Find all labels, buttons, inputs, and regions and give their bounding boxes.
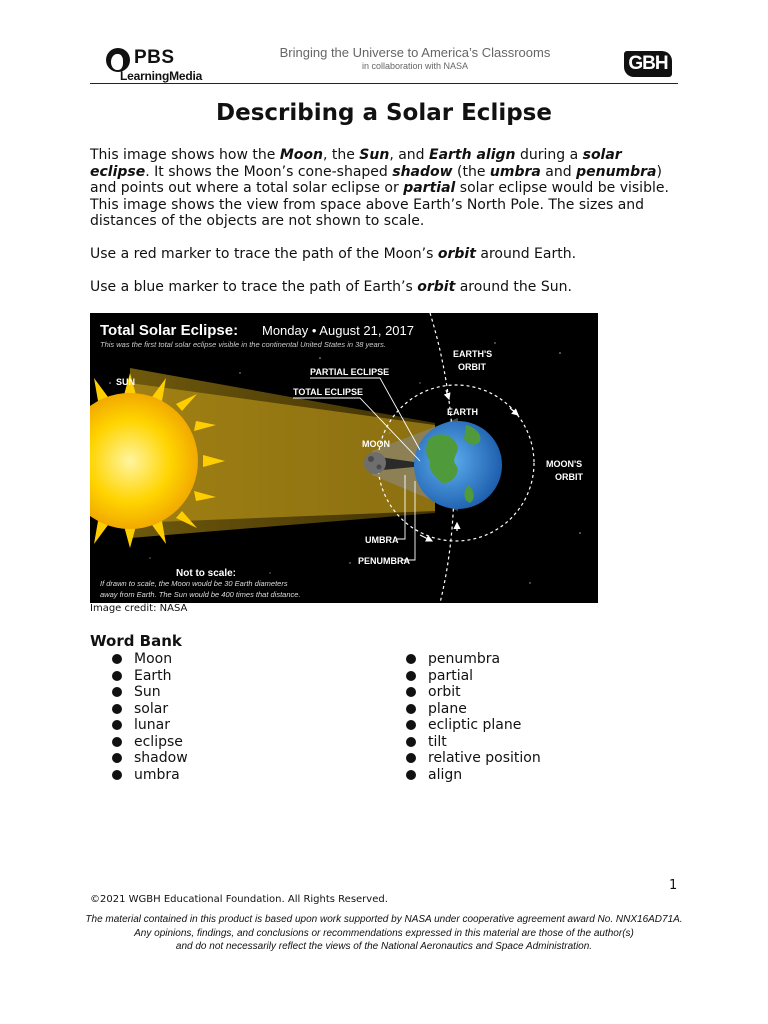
figure-heading: Total Solar Eclipse: (100, 322, 239, 339)
list-item: align (406, 767, 541, 784)
logo-subtitle: LearningMedia (120, 69, 203, 83)
label-partial-eclipse: PARTIAL ECLIPSE (310, 367, 390, 377)
word-bank-title: Word Bank (90, 632, 182, 650)
bullet-icon (112, 671, 122, 681)
header-divider (90, 83, 678, 84)
bullet-icon (406, 704, 416, 714)
bullet-icon (112, 654, 122, 664)
list-item: tilt (406, 734, 541, 751)
bullet-icon (406, 720, 416, 730)
figure-subheading: This was the first total solar eclipse visible in the continental United States in 38 years. (100, 340, 386, 349)
list-item: partial (406, 668, 541, 685)
list-item: Sun (112, 684, 188, 701)
moon (364, 452, 386, 474)
bullet-icon (406, 737, 416, 747)
gbh-logo: GBH (624, 51, 672, 77)
label-moons-orbit-line2: ORBIT (555, 472, 583, 482)
list-item: plane (406, 701, 541, 718)
list-item: orbit (406, 684, 541, 701)
page-header (90, 44, 678, 84)
not-to-scale-heading: Not to scale: (176, 568, 237, 579)
bullet-icon (112, 753, 122, 763)
disclaimer-line3: and do not necessarily reflect the views of the National Aeronautics and Space Administration. (175, 941, 593, 952)
scale-note-line1: If drawn to scale, the Moon would be 30 Earth diameters (100, 579, 288, 588)
word-bank-right-column (406, 651, 541, 783)
disclaimer-line2: Any opinions, findings, and conclusions or recommendations expressed in this material are those of the author(s) (134, 927, 634, 939)
logo-word: PBS (134, 47, 175, 68)
nasa-disclaimer (80, 913, 688, 954)
page-number: 1 (669, 878, 678, 893)
image-credit: Image credit: NASA (90, 603, 188, 614)
bullet-icon (406, 687, 416, 697)
list-item: relative position (406, 750, 541, 767)
scale-note-line2: away from Earth. The Sun would be 400 times that distance. (100, 590, 301, 599)
page-title: Describing a Solar Eclipse (216, 100, 552, 126)
list-item: Earth (112, 668, 188, 685)
label-umbra: UMBRA (365, 535, 399, 545)
label-moons-orbit-line1: MOON'S (546, 459, 583, 469)
list-item: eclipse (112, 734, 188, 751)
list-item: shadow (112, 750, 188, 767)
instruction-blue-marker: Use a blue marker to trace the path of Earth’s orbit around the Sun. (90, 279, 572, 295)
list-item: ecliptic plane (406, 717, 541, 734)
label-total-eclipse: TOTAL ECLIPSE (293, 387, 364, 397)
list-item: penumbra (406, 651, 541, 668)
bullet-icon (406, 770, 416, 780)
bullet-icon (112, 687, 122, 697)
label-sun: SUN (116, 377, 136, 387)
bullet-icon (406, 654, 416, 664)
bullet-icon (112, 770, 122, 780)
label-earths-orbit-line2: ORBIT (458, 362, 486, 372)
list-item: lunar (112, 717, 188, 734)
pbs-learningmedia-logo (106, 46, 216, 84)
list-item: Moon (112, 651, 188, 668)
list-item: umbra (112, 767, 188, 784)
disclaimer-line1: The material contained in this product is based upon work supported by NASA under cooperative agreement award No. NNX16AD71A. (85, 914, 683, 925)
label-moon: MOON (362, 439, 390, 449)
label-earths-orbit-line1: EARTH'S (453, 349, 493, 359)
bullet-icon (112, 737, 122, 747)
label-earth: EARTH (447, 407, 478, 417)
solar-eclipse-diagram (90, 313, 598, 603)
intro-paragraph: This image shows how the Moon, the Sun, and Earth align during a solar eclipse. It shows the Moon’s cone-shaped shadow (the umbra and penumbra) and points out where a total solar eclipse or partial solar eclipse would be visible. This image shows the view from space above Earth’s North Pole. The sizes and distances of the objects are not shown to scale. (90, 147, 669, 229)
label-penumbra: PENUMBRA (358, 556, 411, 566)
header-tagline: Bringing the Universe to America’s Classrooms (279, 45, 551, 60)
bullet-icon (112, 720, 122, 730)
bullet-icon (406, 671, 416, 681)
header-tagline-sub: in collaboration with NASA (361, 61, 469, 71)
bullet-icon (112, 704, 122, 714)
earth (414, 421, 502, 509)
bullet-icon (406, 753, 416, 763)
figure-date: Monday • August 21, 2017 (262, 323, 414, 338)
list-item: solar (112, 701, 188, 718)
word-bank-left-column (112, 651, 188, 783)
instruction-red-marker: Use a red marker to trace the path of the Moon’s orbit around Earth. (90, 246, 577, 262)
copyright-notice: ©2021 WGBH Educational Foundation. All Rights Reserved. (90, 894, 388, 905)
